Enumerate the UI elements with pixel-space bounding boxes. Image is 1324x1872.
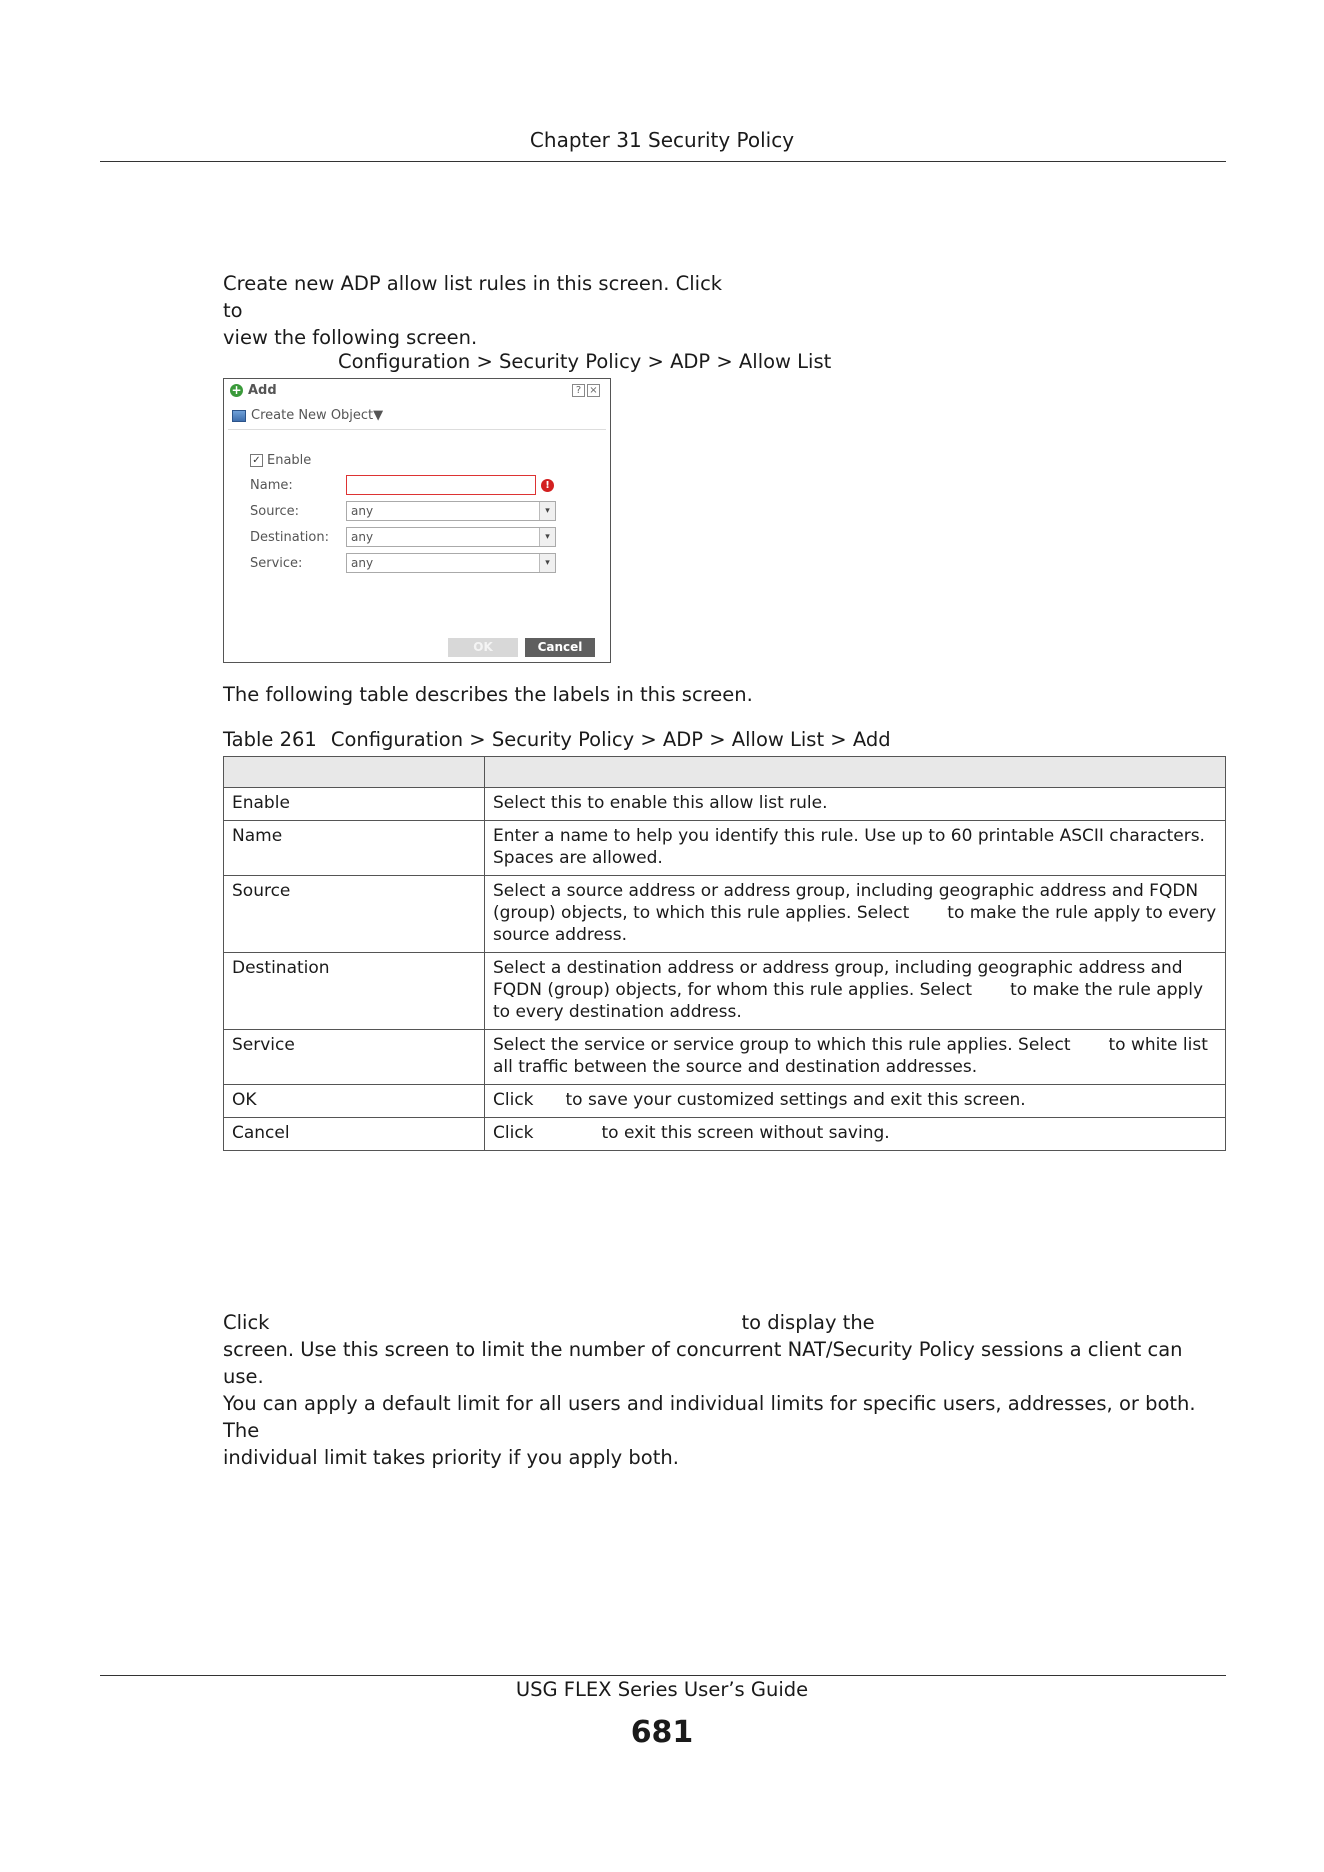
session-paragraph bbox=[223, 1309, 1209, 1471]
enable-label: Enable bbox=[267, 453, 312, 468]
session-line-3: You can apply a default limit for all users and individual limits for specific users, addresses, or both. The bbox=[223, 1392, 1196, 1442]
chevron-down-icon[interactable]: ▾ bbox=[539, 528, 555, 546]
chevron-down-icon[interactable]: ▾ bbox=[539, 502, 555, 520]
table-row bbox=[224, 876, 1226, 953]
table-row bbox=[224, 788, 1226, 821]
table-intro: The following table describes the labels in this screen. bbox=[223, 683, 753, 706]
table-row bbox=[224, 821, 1226, 876]
row-label: Cancel bbox=[224, 1118, 485, 1151]
row-label: Destination bbox=[224, 953, 485, 1030]
service-value: any bbox=[351, 556, 374, 570]
row-description: Select the service or service group to which this rule applies. Select to white list all traffic between the source and destination addresses. bbox=[485, 1030, 1226, 1085]
create-new-object-menu[interactable] bbox=[232, 408, 383, 423]
table-header-row bbox=[224, 757, 1226, 788]
warning-icon: ! bbox=[541, 479, 554, 492]
name-input[interactable] bbox=[346, 475, 536, 495]
row-label: Service bbox=[224, 1030, 485, 1085]
header-rule bbox=[100, 161, 1226, 162]
close-icon[interactable]: × bbox=[587, 384, 600, 397]
destination-label: Destination: bbox=[250, 530, 329, 545]
table-row bbox=[224, 1030, 1226, 1085]
destination-value: any bbox=[351, 530, 374, 544]
cancel-button[interactable]: Cancel bbox=[525, 638, 595, 657]
source-value: any bbox=[351, 504, 374, 518]
session-line-1 bbox=[223, 1309, 1209, 1336]
table-row bbox=[224, 1085, 1226, 1118]
header-cell bbox=[224, 757, 485, 788]
help-icon[interactable]: ? bbox=[572, 384, 585, 397]
ok-button[interactable]: OK bbox=[448, 638, 518, 657]
row-description: Select this to enable this allow list rule. bbox=[485, 788, 1226, 821]
row-description: Click to save your customized settings and exit this screen. bbox=[485, 1085, 1226, 1118]
source-select[interactable] bbox=[346, 501, 556, 521]
dialog-title bbox=[230, 383, 277, 398]
destination-select[interactable] bbox=[346, 527, 556, 547]
service-label: Service: bbox=[250, 556, 303, 571]
session-line1-end: to display the bbox=[741, 1311, 875, 1334]
toolbar-divider bbox=[228, 429, 606, 430]
chapter-header: Chapter 31 Security Policy bbox=[529, 128, 795, 152]
session-line-4: individual limit takes priority if you apply both. bbox=[223, 1446, 679, 1469]
table-caption bbox=[223, 728, 891, 751]
table-row bbox=[224, 1118, 1226, 1151]
add-dialog bbox=[223, 378, 611, 663]
row-label: Source bbox=[224, 876, 485, 953]
intro-line1-start: Create new ADP allow list rules in this screen. Click bbox=[223, 272, 723, 295]
source-label: Source: bbox=[250, 504, 300, 519]
row-description: Select a destination address or address group, including geographic address and FQDN (group) objects, for whom this rule applies. Select to make the rule apply to every destination address. bbox=[485, 953, 1226, 1030]
chevron-down-icon[interactable]: ▾ bbox=[539, 554, 555, 572]
enable-checkbox[interactable]: ✓ bbox=[250, 454, 263, 467]
table-title: Configuration > Security Policy > ADP > Allow List > Add bbox=[330, 728, 891, 751]
name-label: Name: bbox=[250, 478, 293, 493]
enable-row[interactable] bbox=[250, 453, 311, 468]
row-description: Select a source address or address group, including geographic address and FQDN (group) objects, to which this rule applies. Select to make the rule apply to every source address. bbox=[485, 876, 1226, 953]
labels-table bbox=[223, 756, 1226, 1151]
session-line-2: screen. Use this screen to limit the number of concurrent NAT/Security Policy sessions a client can use. bbox=[223, 1338, 1183, 1388]
table-row bbox=[224, 953, 1226, 1030]
page-number: 681 bbox=[630, 1715, 694, 1750]
create-new-object-label: Create New Object▼ bbox=[251, 408, 384, 423]
intro-paragraph bbox=[223, 270, 1209, 351]
service-select[interactable] bbox=[346, 553, 556, 573]
table-number: Table 261 bbox=[223, 728, 317, 751]
figure-caption: Configuration > Security Policy > ADP > Allow List bbox=[338, 350, 832, 373]
row-label: OK bbox=[224, 1085, 485, 1118]
row-description: Click to exit this screen without saving. bbox=[485, 1118, 1226, 1151]
guide-title: USG FLEX Series User’s Guide bbox=[515, 1678, 809, 1701]
dialog-title-text: Add bbox=[248, 383, 277, 398]
intro-line1-end: to bbox=[223, 299, 243, 322]
row-label: Name bbox=[224, 821, 485, 876]
row-description: Enter a name to help you identify this rule. Use up to 60 printable ASCII characters. Spaces are allowed. bbox=[485, 821, 1226, 876]
header-cell bbox=[485, 757, 1226, 788]
session-line1-start: Click bbox=[223, 1311, 270, 1334]
row-label: Enable bbox=[224, 788, 485, 821]
footer-rule bbox=[100, 1675, 1226, 1676]
add-icon: + bbox=[231, 383, 242, 397]
intro-line-2: view the following screen. bbox=[223, 326, 478, 349]
intro-line-1 bbox=[223, 270, 1209, 324]
object-icon bbox=[232, 410, 246, 422]
